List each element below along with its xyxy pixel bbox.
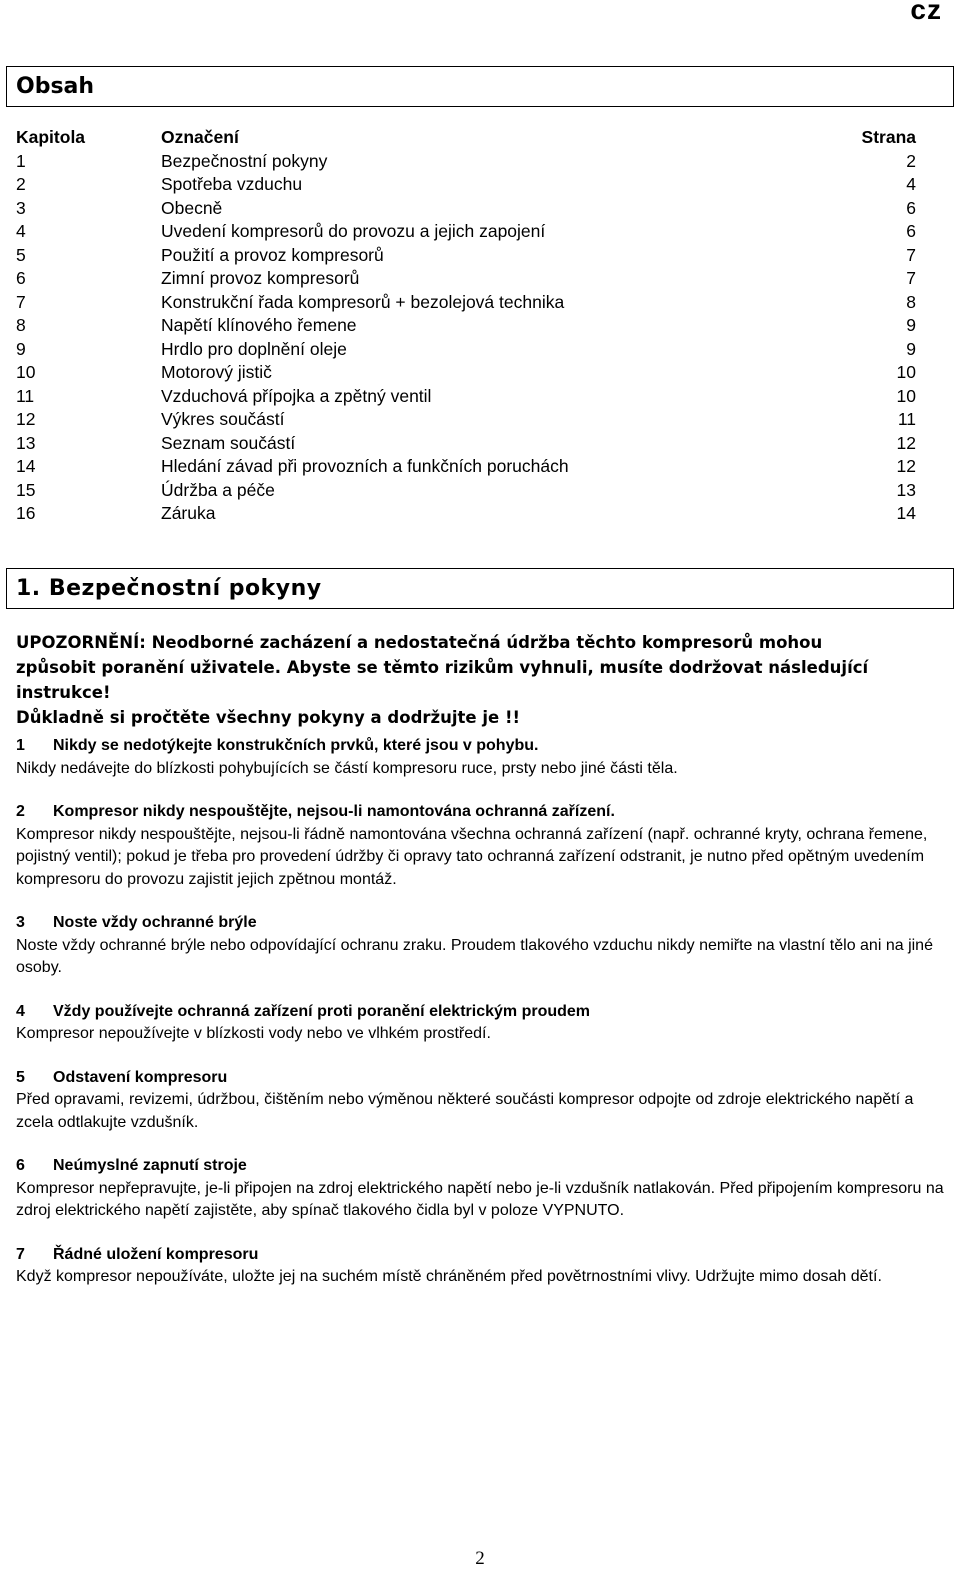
toc-row [16,361,916,385]
safety-item-text: Když kompresor nepoužíváte, uložte jej na suchém místě chráněném před povětrnostními vlivy. Udržujte mimo dosah dětí. [16,1268,882,1285]
safety-item-title [16,801,946,824]
toc-label: Zimní provoz kompresorů [161,268,360,288]
warning-line: instrukce! [16,683,111,702]
toc-label: Výkres součástí [161,409,285,429]
safety-item-number: 5 [16,1068,25,1086]
toc-page: 9 [906,315,916,335]
safety-item-text: Kompresor nikdy nespouštějte, nejsou-li řádně namontována všechna ochranná zařízení (např. ochranné kryty, ochrana řemene, pojistný ventil); pokud je třeba pro provedení údržby či opravy tato ochranná zařízení odstranit, je nutno před opětným uvedením kompresoru do provozu zajistit jejich zpětnou montáž. [16,825,928,888]
safety-item [16,1244,946,1289]
toc-page: 12 [896,456,916,476]
toc-page: 14 [896,503,916,523]
toc-label: Hrdlo pro doplnění oleje [161,338,347,359]
toc-label: Seznam součástí [161,432,296,453]
toc-chapter: 12 [16,409,36,429]
toc-row [16,220,916,244]
section-heading [6,568,954,609]
toc-label: Údržba a péče [161,479,275,500]
toc-label: Bezpečnostní pokyny [161,150,328,171]
toc-header-page: Strana [861,127,916,147]
toc-row [16,267,916,291]
safety-item-text: Kompresor nepřepravujte, je-li připojen na zdroj elektrického napětí nebo je-li vzdušník natlakován. Před připojením kompresoru na zdroj elektrického napětí zajistěte, aby spínač tlakového čidla byl v poloze VYPNUTO. [16,1179,944,1219]
toc-row [16,338,916,362]
toc-row [16,385,916,409]
safety-item-title-text: Odstavení kompresoru [53,1068,228,1086]
page-number: 2 [475,1548,485,1569]
toc-row [16,479,916,503]
section-body [16,630,946,1310]
safety-item-text: Nikdy nedávejte do blízkosti pohybujících se částí kompresoru ruce, prsty nebo jiné části těla. [16,759,678,777]
toc-label: Vzduchová přípojka a zpětný ventil [161,385,432,406]
safety-item-number: 4 [16,1002,25,1020]
toc-chapter: 11 [16,385,35,406]
safety-item-title [16,1155,946,1178]
safety-item-title-text: Neúmyslné zapnutí stroje [53,1157,247,1174]
toc-row [16,244,916,268]
toc-chapter: 9 [16,338,26,359]
safety-item-title [16,1001,946,1024]
toc-page: 6 [906,221,916,241]
toc-heading [6,66,954,107]
toc-row [16,197,916,221]
safety-item-number: 1 [16,737,25,754]
toc-label: Motorový jistič [161,362,272,382]
toc-chapter: 3 [16,197,26,218]
toc-row [16,291,916,315]
safety-item-text: Před opravami, revizemi, údržbou, čištěním nebo výměnou některé součásti kompresor odpojte od zdroje elektrického napětí a zcela odtlakujte vzdušník. [16,1091,914,1131]
toc-page: 10 [896,385,916,406]
safety-item-title [16,912,946,935]
toc-row [16,173,916,197]
safety-item-number: 3 [16,914,25,931]
toc-header-label: Označení [161,127,239,147]
toc-row [16,408,916,432]
toc-row [16,502,916,526]
toc-label: Hledání závad při provozních a funkčních poruchách [161,456,569,476]
toc-header-chapter: Kapitola [16,127,86,147]
warning-line: způsobit poranění uživatele. Abyste se těmto rizikům vyhnuli, musíte dodržovat následující [16,658,869,677]
safety-item [16,1067,946,1135]
toc-chapter: 16 [16,503,36,523]
toc-page: 4 [906,174,916,194]
toc-label: Konstrukční řada kompresorů + bezolejová technika [161,291,565,312]
toc-label: Spotřeba vzduchu [161,174,303,194]
toc-chapter: 2 [16,174,26,194]
toc-label: Záruka [161,503,216,523]
toc-page: 6 [906,197,916,218]
toc-page: 12 [896,432,916,453]
toc-chapter: 5 [16,244,26,265]
safety-item [16,801,946,891]
safety-item-title [16,1244,946,1267]
toc-label: Obecně [161,197,223,218]
toc-chapter: 13 [16,432,36,453]
safety-item-title-text: Noste vždy ochranné brýle [53,914,257,931]
toc-chapter: 10 [16,362,36,382]
warning-line: UPOZORNĚNÍ: Neodborné zacházení a nedostatečná údržba těchto kompresorů mohou [16,633,823,652]
toc-page: 9 [906,338,916,359]
toc-label: Použití a provoz kompresorů [161,244,384,265]
toc-chapter: 1 [16,150,26,171]
safety-item-number: 7 [16,1245,25,1263]
toc-chapter: 7 [16,291,26,312]
table-of-contents [16,126,916,526]
toc-rows [16,150,916,526]
safety-item [16,735,946,780]
safety-item-text: Kompresor nepoužívejte v blízkosti vody nebo ve vlhkém prostředí. [16,1025,491,1042]
toc-chapter: 6 [16,268,26,288]
toc-page: 8 [906,291,916,312]
section-title: 1. Bezpečnostní pokyny [16,576,322,601]
toc-chapter: 4 [16,221,26,241]
safety-item-number: 6 [16,1157,25,1174]
safety-item-title-text: Řádné uložení kompresoru [53,1245,259,1263]
safety-item-title-text: Nikdy se nedotýkejte konstrukčních prvků, které jsou v pohybu. [53,737,539,754]
safety-item-text: Noste vždy ochranné brýle nebo odpovídající ochranu zraku. Proudem tlakového vzduchu nikdy nemiřte na vlastní tělo ani na jiné osoby. [16,936,933,976]
safety-item-number: 2 [16,803,25,820]
safety-item [16,912,946,980]
toc-label: Uvedení kompresorů do provozu a jejich zapojení [161,221,546,241]
toc-page: 7 [906,244,916,265]
toc-page: 10 [896,362,916,382]
toc-row [16,455,916,479]
toc-header-row [16,126,916,150]
safety-item-title [16,735,946,758]
safety-item-title-text: Vždy používejte ochranná zařízení proti poranění elektrickým proudem [53,1002,591,1020]
toc-title: Obsah [16,74,95,99]
safety-items [16,735,946,1289]
warning-line: Důkladně si pročtěte všechny pokyny a dodržujte je !! [16,708,520,727]
safety-item [16,1155,946,1223]
toc-page: 13 [896,479,916,500]
toc-label: Napětí klínového řemene [161,315,357,335]
toc-page: 2 [906,150,916,171]
safety-item [16,1001,946,1046]
safety-item-title [16,1067,946,1090]
language-code: cz [910,0,942,25]
toc-page: 7 [906,268,916,288]
toc-row [16,432,916,456]
toc-chapter: 8 [16,315,26,335]
safety-item-title-text: Kompresor nikdy nespouštějte, nejsou-li namontována ochranná zařízení. [53,803,615,820]
toc-row [16,314,916,338]
toc-chapter: 15 [16,479,36,500]
toc-chapter: 14 [16,456,36,476]
warning-block [16,630,946,730]
toc-row [16,150,916,174]
toc-page: 11 [897,409,916,429]
